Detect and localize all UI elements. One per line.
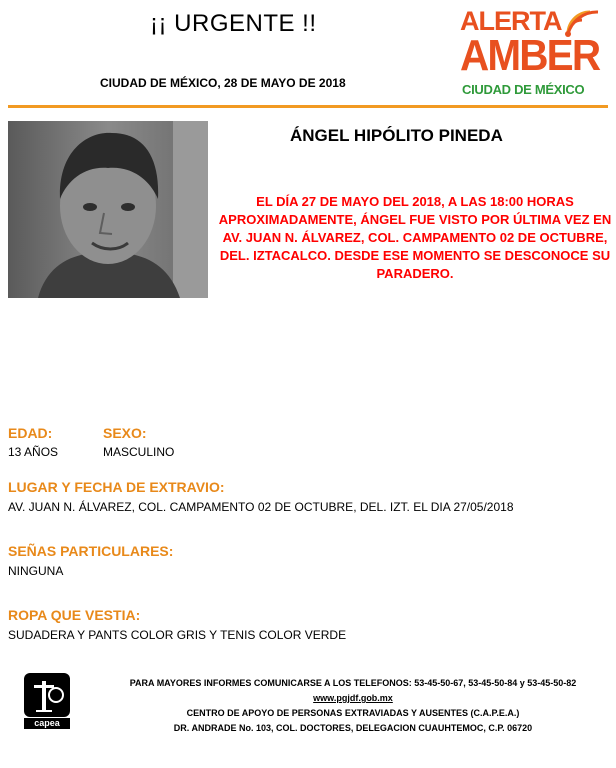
sex-label: SEXO:: [103, 425, 147, 441]
missing-person-photo: [8, 121, 208, 298]
footer-address: DR. ANDRADE No. 103, COL. DOCTORES, DELEGACION CUAUHTEMOC, C.P. 06720: [173, 723, 533, 733]
sex-value: MASCULINO: [103, 445, 175, 459]
age-value: 13 AÑOS: [8, 445, 59, 459]
disappearance-description: EL DÍA 27 DE MAYO DEL 2018, A LAS 18:00 HORAS APROXIMADAMENTE, ÁNGEL FUE VISTO POR ÚLTIMA VEZ EN AV. JUAN N. ÁLVAREZ, COL. CAMPAMENTO 02 DE OCTUBRE, DEL. IZTACALCO. DESDE ESE MOMENTO SE DESCONOCE SU PARADERO.: [218, 194, 612, 281]
features-value: NINGUNA: [8, 564, 64, 578]
place-date-value: AV. JUAN N. ÁLVAREZ, COL. CAMPAMENTO 02 DE OCTUBRE, DEL. IZT. EL DIA 27/05/2018: [8, 500, 514, 514]
features-label: SEÑAS PARTICULARES:: [8, 543, 174, 559]
place-date-label: LUGAR Y FECHA DE EXTRAVIO:: [8, 479, 225, 495]
logo-line-alerta: ALERTA: [460, 6, 562, 36]
footer-phones: PARA MAYORES INFORMES COMUNICARSE A LOS TELEFONOS: 53-45-50-67, 53-45-50-84 y 53-45-50-82: [129, 678, 577, 688]
person-name: ÁNGEL HIPÓLITO PINEDA: [290, 126, 503, 145]
footer-info: [90, 676, 616, 736]
footer-website-link[interactable]: www.pgjdf.gob.mx: [313, 693, 393, 703]
capea-logo: [22, 671, 72, 731]
clothing-label: ROPA QUE VESTIA:: [8, 607, 141, 623]
orange-divider: [8, 105, 608, 108]
logo-line-amber: AMBER: [460, 31, 600, 80]
urgent-heading: ¡¡ URGENTE !!: [150, 10, 317, 37]
logo-line-cdmx: CIUDAD DE MÉXICO: [462, 82, 585, 97]
age-label: EDAD:: [8, 425, 53, 441]
alerta-amber-logo: [460, 6, 610, 100]
dateline: CIUDAD DE MÉXICO, 28 DE MAYO DE 2018: [100, 76, 346, 90]
capea-logo-text: capea: [34, 718, 60, 728]
footer-center-name: CENTRO DE APOYO DE PERSONAS EXTRAVIADAS Y AUSENTES (C.A.P.E.A.): [186, 708, 520, 718]
clothing-value: SUDADERA Y PANTS COLOR GRIS Y TENIS COLOR VERDE: [8, 628, 347, 642]
